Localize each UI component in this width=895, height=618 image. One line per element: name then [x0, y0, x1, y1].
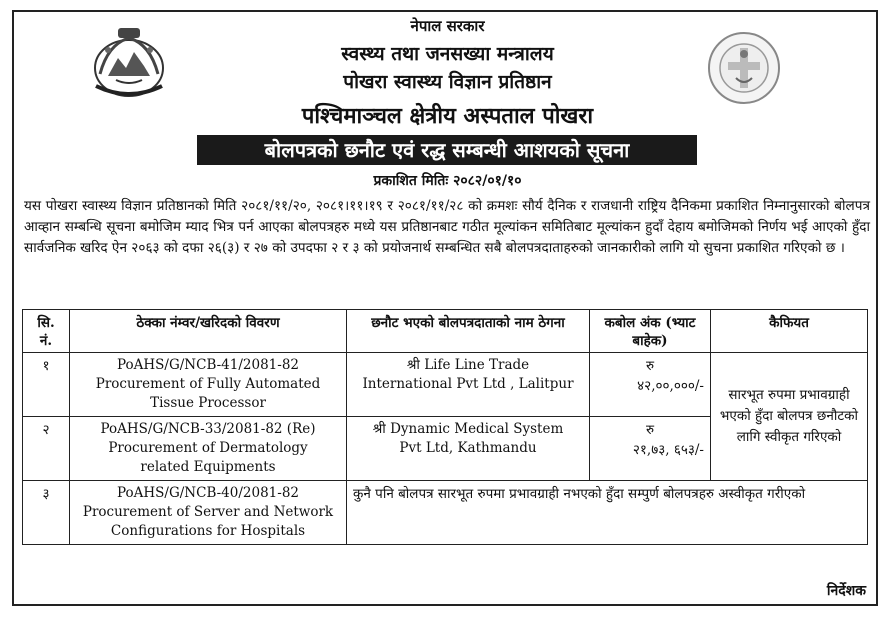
- bidder-address: International Pvt Ltd , Lalitpur: [362, 376, 574, 392]
- serial-number: १: [23, 353, 70, 417]
- contract-number: PoAHS/G/NCB-41/2081-82: [116, 357, 299, 373]
- serial-number: २: [23, 417, 70, 481]
- table-row: [23, 353, 868, 417]
- bidder-cell: [347, 417, 590, 481]
- description-line: Procurement of Dermatology: [108, 440, 308, 456]
- description-cell: [70, 417, 347, 481]
- header-amount: कबोल अंक (भ्याट बाहेक): [590, 310, 711, 353]
- institute-title: पोखरा स्वास्थ्य विज्ञान प्रतिष्ठान: [343, 71, 552, 93]
- description-cell: [70, 481, 347, 545]
- amount-value: २१,७३, ६५३/-: [632, 442, 704, 458]
- description-line: Procurement of Server and Network: [82, 504, 334, 520]
- currency-symbol: रु: [645, 358, 655, 374]
- government-title: नेपाल सरकार: [410, 17, 485, 35]
- description-cell: [70, 353, 347, 417]
- amount-cell: [590, 417, 711, 481]
- hospital-title: पश्चिमाञ्चल क्षेत्रीय अस्पताल पोखरा: [301, 103, 594, 129]
- header-remarks: कैफियत: [711, 310, 868, 353]
- notice-body-paragraph: यस पोखरा स्वास्थ्य विज्ञान प्रतिष्ठानको मिति २०८१/११/२०, २०८१।११।१९ र २०८१/११/२८ को क्रमशः सौर्य दैनिक र राजधानी राष्ट्रिय दैनिकमा प्रकाशित निम्नानुसारको बोलपत्र आव्हान सम्बन्धि सूचना बमोजिम म्याद भित्र पर्न आएका बोलपत्रहरु मध्ये यस प्रतिष्ठानबाट गठीत मूल्यांकन समितिबाट मूल्यांकन हुदाँ देहाय बमोजिमको निर्णय भई आएको हुँदा सार्वजनिक खरिद ऐन २०६३ को दफा २६(३) र २७ को उपदफा २ र ३ को प्रयोजनार्थ सम्बन्धित सबै बोलपत्रदाताहरुको जानकारीको लागि यो सुचना प्रकाशित गरिएको छ ।: [24, 198, 870, 257]
- bidder-name: श्री Dynamic Medical System: [372, 421, 564, 437]
- signatory-title: निर्देशक: [826, 583, 866, 599]
- header-bidder: छनौट भएको बोलपत्रदाताको नाम ठेगना: [347, 310, 590, 353]
- description-line: Tissue Processor: [150, 395, 266, 411]
- bidder-name: श्री Life Line Trade: [406, 357, 530, 373]
- contract-number: PoAHS/G/NCB-40/2081-82: [116, 485, 299, 501]
- published-date: प्रकाशित मितिः २०८२/०१/१०: [373, 173, 522, 189]
- currency-symbol: रु: [645, 422, 655, 438]
- description-line: Configurations for Hospitals: [110, 523, 306, 539]
- serial-number: ३: [23, 481, 70, 545]
- table-header-row: [23, 310, 868, 353]
- rejection-note: कुनै पनि बोलपत्र सारभूत रुपमा प्रभावग्राही नभएको हुँदा सम्पुर्ण बोलपत्रहरु अस्वीकृत गरीएको: [347, 481, 868, 545]
- contract-number: PoAHS/G/NCB-33/2081-82 (Re): [100, 421, 316, 437]
- bidder-cell: [347, 353, 590, 417]
- description-line: related Equipments: [140, 459, 276, 475]
- ministry-title: स्वस्थ्य तथा जनसख्या मन्त्रालय: [341, 43, 554, 65]
- description-line: Procurement of Fully Automated: [95, 376, 321, 392]
- header-serial-number: सि. नं.: [23, 310, 70, 353]
- bidder-address: Pvt Ltd, Kathmandu: [399, 440, 537, 456]
- bid-results-table: [22, 309, 868, 545]
- amount-cell: [590, 353, 711, 417]
- header-description: ठेक्का नंम्वर/खरिदको विवरण: [70, 310, 347, 353]
- amount-value: ४२,००,०००/-: [637, 378, 704, 394]
- remarks-cell: सारभूत रुपमा प्रभावग्राही भएको हुँदा बोलपत्र छनौटको लागि स्वीकृत गरिएको: [711, 353, 868, 481]
- table-row: [23, 481, 868, 545]
- notice-banner-title: बोलपत्रको छनौट एवं रद्ध सम्बन्धी आशयको सूचना: [197, 135, 697, 165]
